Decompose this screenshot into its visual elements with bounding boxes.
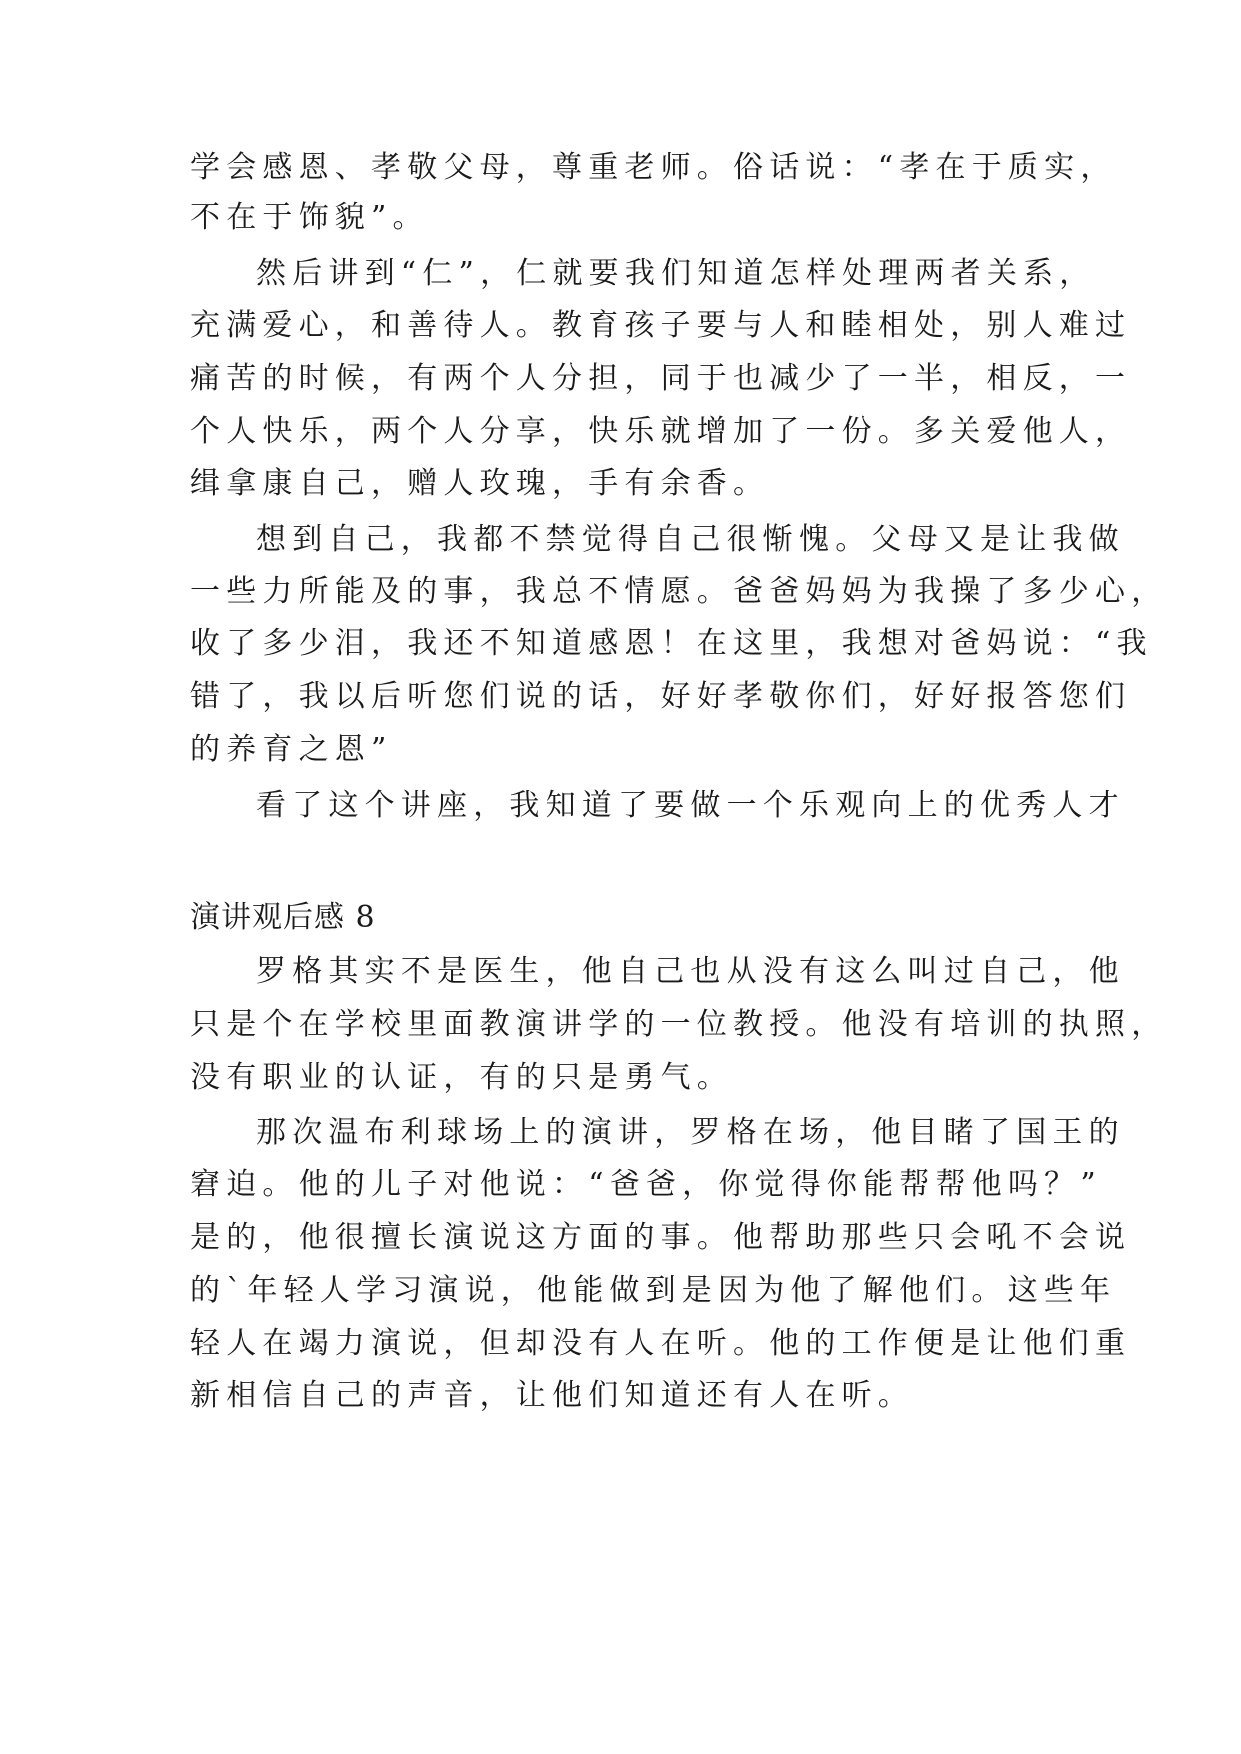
paragraph-line: 一些力所能及的事，我总不情愿。爸爸妈妈为我操了多少心， [190, 574, 1168, 609]
paragraph-line: 的养育之恩” [190, 732, 393, 767]
paragraph-line: 没有职业的认证，有的只是勇气。 [190, 1060, 733, 1095]
paragraph-line: 不在于饰貌”。 [190, 200, 429, 235]
paragraph-line: 那次温布利球场上的演讲，罗格在场，他目睹了国王的 [256, 1115, 1125, 1150]
paragraph-line: 只是个在学校里面教演讲学的一位教授。他没有培训的执照， [190, 1007, 1168, 1042]
paragraph-line: 的`年轻人学习演说，他能做到是因为他了解他们。这些年 [190, 1273, 1117, 1308]
section-title: 演讲观后感 8 [190, 900, 376, 935]
paragraph-line: 缉拿康自己，赠人玫瑰，手有余香。 [190, 466, 770, 501]
paragraph-line: 新相信自己的声音，让他们知道还有人在听。 [190, 1378, 914, 1413]
paragraph-line: 罗格其实不是医生，他自己也从没有这么叫过自己，他 [256, 954, 1125, 989]
paragraph-line: 是的，他很擅长演说这方面的事。他帮助那些只会吼不会说 [190, 1220, 1132, 1255]
paragraph-line: 看了这个讲座，我知道了要做一个乐观向上的优秀人才 [256, 788, 1125, 823]
paragraph-line: 错了，我以后听您们说的话，好好孝敬你们，好好报答您们 [190, 679, 1132, 714]
paragraph-line: 然后讲到“仁”，仁就要我们知道怎样处理两者关系， [256, 256, 1096, 291]
paragraph-line: 收了多少泪，我还不知道感恩！在这里，我想对爸妈说：“我 [190, 626, 1153, 661]
paragraph-line: 个人快乐，两个人分享，快乐就增加了一份。多关爱他人， [190, 414, 1132, 449]
paragraph-line: 痛苦的时候，有两个人分担，同于也减少了一半，相反，一 [190, 361, 1132, 396]
paragraph-line: 充满爱心，和善待人。教育孩子要与人和睦相处，别人难过 [190, 308, 1132, 343]
paragraph-line: 想到自己，我都不禁觉得自己很惭愧。父母又是让我做 [256, 522, 1125, 557]
paragraph-line: 轻人在竭力演说，但却没有人在听。他的工作便是让他们重 [190, 1326, 1132, 1361]
paragraph-line: 窘迫。他的儿子对他说：“爸爸，你觉得你能帮帮他吗？” [190, 1167, 1102, 1202]
paragraph-line: 学会感恩、孝敬父母，尊重老师。俗话说：“孝在于质实， [190, 150, 1117, 185]
